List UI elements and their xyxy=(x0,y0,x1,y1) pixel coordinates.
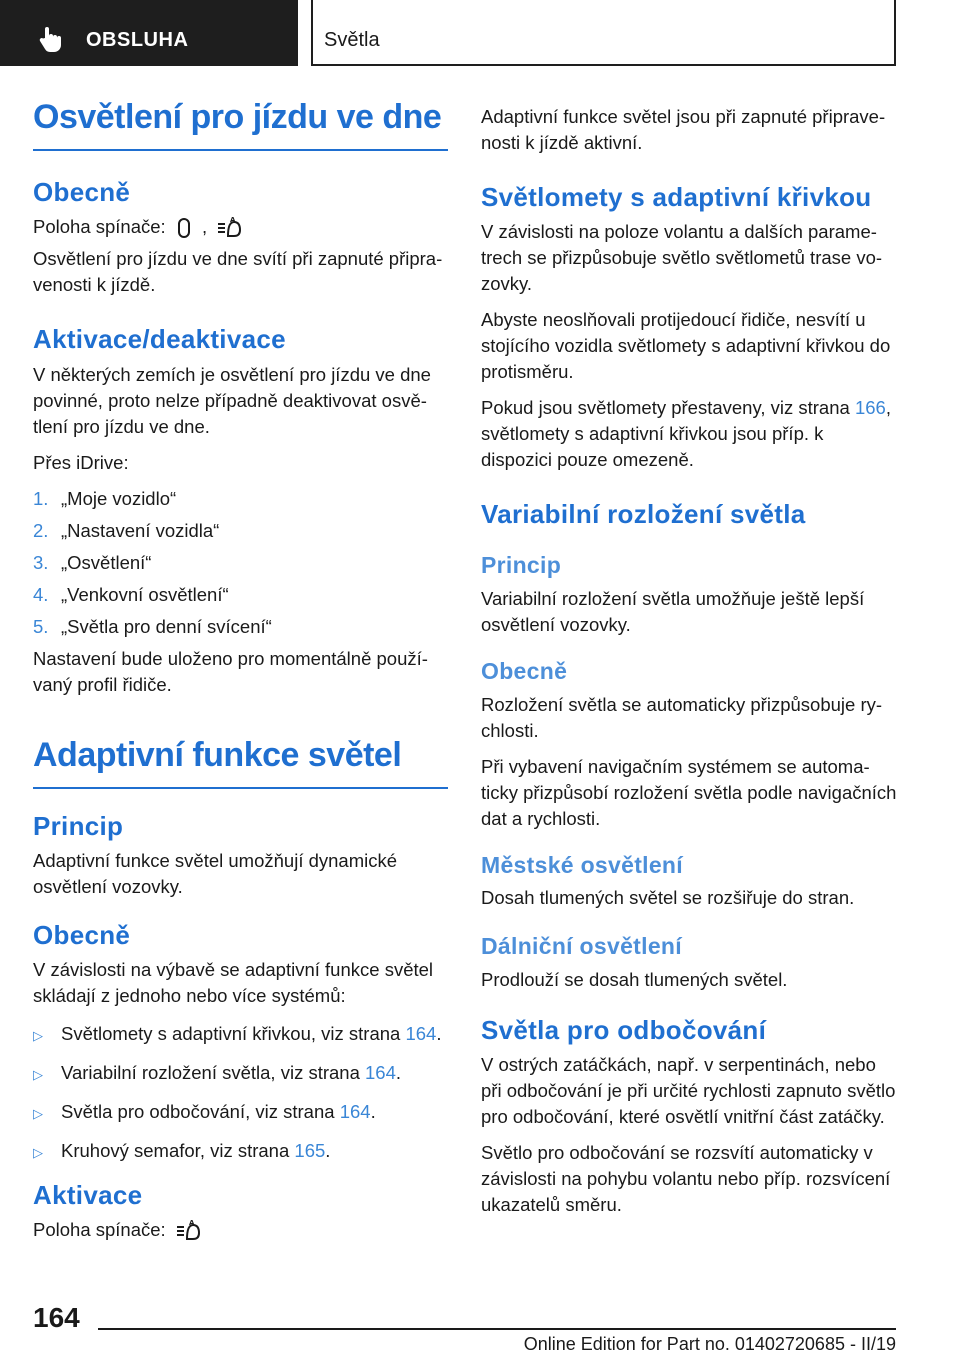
subheading-general: Obecně xyxy=(481,657,568,684)
heading-variable-light-distribution: Variabilní rozložení světla xyxy=(481,499,806,530)
switch-separator: , xyxy=(201,216,208,238)
list-item: 4. „Venkovní osvětlení“ xyxy=(33,583,229,605)
heading-general: Obecně xyxy=(33,177,131,208)
heading-general: Obecně xyxy=(33,919,131,950)
page-link[interactable]: 164 xyxy=(339,1101,371,1123)
paragraph: Variabilní rozložení světla umožňuje ještě lepší osvětlení vozovky. xyxy=(481,587,865,635)
right-column xyxy=(481,104,897,1218)
heading-principle: Princip xyxy=(33,810,124,841)
idrive-steps xyxy=(33,486,448,640)
title-rule xyxy=(33,787,448,789)
paragraph: Rozložení světla se automaticky přizpůsobuje rychlosti. xyxy=(481,693,883,741)
list-item: ▷ Variabilní rozložení světla, viz strana 164. xyxy=(33,1060,448,1088)
subheading-city-lighting: Městské osvětlení xyxy=(481,851,683,878)
page-link[interactable]: 165 xyxy=(294,1140,326,1162)
footer-rule xyxy=(98,1328,896,1330)
subheading-principle: Princip xyxy=(481,552,562,579)
triangle-bullet-icon: ▷ xyxy=(33,1028,43,1044)
section-label: OBSLUHA xyxy=(86,29,189,51)
left-column xyxy=(33,98,448,1243)
title-rule xyxy=(33,149,448,151)
list-item: ▷ Kruhový semafor, viz strana 165. xyxy=(33,1138,448,1166)
paragraph: Světlo pro odbočování se rozsvítí automaticky v závislosti na pohybu volantu nebo příp. rozsvícení ukazatelů směru. xyxy=(481,1141,891,1215)
list-item: 1. „Moje vozidlo“ xyxy=(33,487,177,509)
heading-activation: Aktivace xyxy=(33,1180,143,1211)
paragraph: Pokud jsou světlomety přestaveny, viz strana 166, světlomety s adaptivní křivkou jsou příp. k dispozici pouze omezeně. xyxy=(481,397,891,471)
paragraph: Přes iDrive: xyxy=(33,451,129,473)
title-daytime-running-lights: Osvětlení pro jízdu ve dne xyxy=(33,98,442,136)
page-number: 164 xyxy=(33,1302,80,1333)
svg-text:A: A xyxy=(188,1219,195,1228)
title-adaptive-light-functions: Adaptivní funkce světel xyxy=(33,735,402,774)
page-link[interactable]: 164 xyxy=(365,1062,396,1084)
paragraph: Osvětlení pro jízdu ve dne svítí při zapnuté připravenosti k jízdě. xyxy=(33,248,443,296)
automatic-headlights-icon xyxy=(175,1219,201,1243)
paragraph: Abyste neoslňovali protijedoucí řidiče, nesvítí u stojícího vozidla světlomety s adaptivní křivkou do protisměru. xyxy=(481,309,891,383)
subheading-highway-lighting: Dálniční osvětlení xyxy=(481,933,682,960)
paragraph: Adaptivní funkce světel umožňují dynamické osvětlení vozovky. xyxy=(33,849,398,897)
chapter-title: Světla xyxy=(324,29,380,51)
page-header xyxy=(0,0,960,66)
list-item: 3. „Osvětlení“ xyxy=(33,551,152,573)
hand-pointer-icon xyxy=(36,24,66,54)
page-link[interactable]: 164 xyxy=(405,1023,437,1045)
paragraph: Dosah tlumených světel se rozšiřuje do stran. xyxy=(481,887,855,909)
heading-activation-deactivation: Aktivace/deaktivace xyxy=(33,324,286,355)
paragraph: Nastavení bude uloženo pro momentálně používaný profil řidiče. xyxy=(33,647,428,695)
systems-list xyxy=(33,1021,448,1166)
switch-position-label: Poloha spínače: xyxy=(33,1219,166,1241)
switch-position-label: Poloha spínače: xyxy=(33,216,166,238)
list-item: ▷ Světlomety s adaptivní křivkou, viz strana 164. xyxy=(33,1021,448,1049)
page-link[interactable]: 166 xyxy=(854,397,886,419)
heading-adaptive-curve-headlights: Světlomety s adaptivní křivkou xyxy=(481,182,872,212)
paragraph: V závislosti na výbavě se adaptivní funkce světel skládají z jednoho nebo více systémů: xyxy=(33,959,434,1007)
automatic-headlights-icon xyxy=(216,216,242,240)
chapter-box xyxy=(311,0,896,66)
list-item: 2. „Nastavení vozidla“ xyxy=(33,519,220,541)
light-off-icon xyxy=(175,217,193,239)
paragraph: Prodlouží se dosah tlumených světel. xyxy=(481,968,788,990)
section-tab xyxy=(0,0,298,66)
paragraph: V ostrých zatáčkách, např. v serpentinách, nebo při odbočování je při určité rychlosti zapnuto světlo pro odbočování, které osvětlí vnitřní část zatáčky. xyxy=(481,1053,896,1127)
switch-position xyxy=(33,1217,448,1243)
heading-cornering-lights: Světla pro odbočování xyxy=(481,1014,767,1045)
edition-note: Online Edition for Part no. 01402720685 - II/19 xyxy=(523,1334,896,1354)
switch-position xyxy=(33,214,448,240)
svg-text:A: A xyxy=(230,216,236,225)
triangle-bullet-icon: ▷ xyxy=(33,1067,43,1083)
list-item: ▷ Světla pro odbočování, viz strana 164. xyxy=(33,1099,448,1127)
paragraph: Při vybavení navigačním systémem se automaticky přizpůsobí rozložení světla podle navigačních dat a rychlosti. xyxy=(481,755,897,829)
paragraph: V závislosti na poloze volantu a dalších parametrech se přizpůsobuje světlo světlometů trase vozovky. xyxy=(481,221,883,295)
triangle-bullet-icon: ▷ xyxy=(33,1145,43,1161)
paragraph: V některých zemích je osvětlení pro jízdu ve dne povinné, proto nelze případně deaktivovat osvětlení pro jízdu ve dne. xyxy=(33,363,431,437)
list-item: 5. „Světla pro denní svícení“ xyxy=(33,615,272,637)
triangle-bullet-icon: ▷ xyxy=(33,1106,43,1122)
paragraph: Adaptivní funkce světel jsou při zapnuté připravenosti k jízdě aktivní. xyxy=(481,106,886,153)
